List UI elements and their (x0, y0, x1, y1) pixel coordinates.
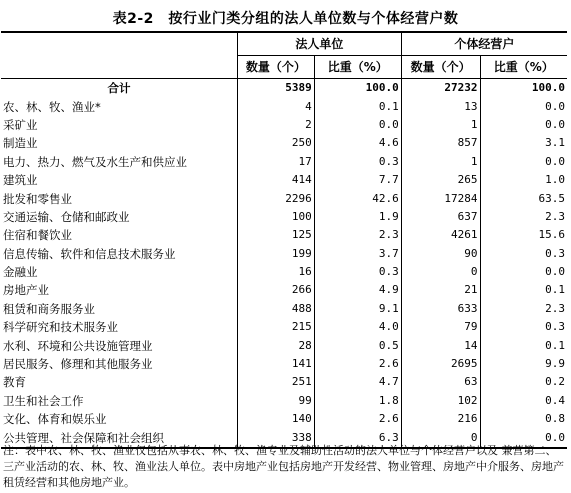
legal-count: 4 (237, 97, 314, 115)
ind-count: 1 (401, 153, 480, 171)
legal-count: 16 (237, 263, 314, 281)
legal-share: 1.9 (314, 208, 401, 226)
ind-count: 4261 (401, 226, 480, 244)
legal-share: 2.6 (314, 410, 401, 428)
legal-share: 4.0 (314, 318, 401, 336)
ind-count: 216 (401, 410, 480, 428)
table-row (1, 208, 567, 226)
legal-count: 199 (237, 245, 314, 263)
ind-share: 63.5 (480, 189, 567, 207)
table-row (1, 153, 567, 171)
ind-count: 14 (401, 336, 480, 354)
ind-count: 17284 (401, 189, 480, 207)
row-label: 信息传输、软件和信息技术服务业 (3, 246, 176, 261)
ind-share: 1.0 (480, 171, 567, 189)
legal-count: 141 (237, 355, 314, 373)
ind-count: 102 (401, 392, 480, 410)
legal-share: 4.9 (314, 281, 401, 299)
row-label: 采矿业 (3, 117, 38, 132)
row-label: 公共管理、社会保障和社会组织 (1, 428, 237, 447)
ind-count: 63 (401, 373, 480, 391)
ind-share: 0.0 (480, 153, 567, 171)
header-ind-count: 数量（个） (401, 56, 480, 79)
ind-share: 2.3 (480, 300, 567, 318)
table-row (1, 134, 567, 152)
header-group-row (1, 32, 567, 56)
legal-count: 2296 (237, 189, 314, 207)
legal-share: 6.3 (314, 428, 401, 447)
table-title: 表2-2 按行业门类分组的法人单位数与个体经营户数 (112, 11, 459, 27)
legal-count: 488 (237, 300, 314, 318)
ind-share: 0.4 (480, 392, 567, 410)
ind-share: 0.0 (480, 116, 567, 134)
table-row (1, 300, 567, 318)
header-legal-count: 数量（个） (237, 56, 314, 79)
table-row (1, 355, 567, 373)
row-label: 批发和零售业 (3, 191, 72, 206)
table-row (1, 189, 567, 207)
table-note: 注：表中农、林、牧、渔业仅包括从事农、林、牧、渔专业及辅助性活动的法人单位与个体经营户以及 兼营第二、三产业活动的农、林、牧、渔业法人单位。表中房地产业包括房地产开发经营、物业管理、房地产中介服务、房地产租赁经营和其他房地产业。 (3, 444, 564, 489)
row-label: 交通运输、仓储和邮政业 (3, 209, 130, 224)
ind-count: 13 (401, 97, 480, 115)
row-label: 合计 (107, 81, 131, 96)
ind-share: 0.1 (480, 281, 567, 299)
legal-count: 100 (237, 208, 314, 226)
header-legal-share: 比重（%） (314, 56, 401, 79)
legal-share: 42.6 (314, 189, 401, 207)
ind-count: 21 (401, 281, 480, 299)
legal-share: 0.3 (314, 263, 401, 281)
legal-count: 125 (237, 226, 314, 244)
legal-share: 3.7 (314, 245, 401, 263)
table-body (1, 79, 567, 448)
ind-count: 1 (401, 116, 480, 134)
row-label: 教育 (3, 375, 26, 390)
legal-share: 0.1 (314, 97, 401, 115)
ind-count: 79 (401, 318, 480, 336)
row-label: 卫生和社会工作 (3, 393, 84, 408)
row-label: 制造业 (3, 136, 38, 151)
legal-share: 0.3 (314, 153, 401, 171)
ind-share: 2.3 (480, 208, 567, 226)
table-row (1, 263, 567, 281)
legal-count: 5389 (237, 79, 314, 98)
table-row (1, 171, 567, 189)
ind-share: 15.6 (480, 226, 567, 244)
ind-share: 0.0 (480, 263, 567, 281)
ind-count: 27232 (401, 79, 480, 98)
row-label: 文化、体育和娱乐业 (3, 412, 107, 427)
ind-share: 0.1 (480, 336, 567, 354)
legal-count: 215 (237, 318, 314, 336)
table-row (1, 245, 567, 263)
industry-table (1, 31, 567, 449)
ind-share: 100.0 (480, 79, 567, 98)
row-label: 科学研究和技术服务业 (3, 320, 118, 335)
row-label: 建筑业 (3, 173, 38, 188)
ind-count: 0 (401, 428, 480, 447)
legal-share: 100.0 (314, 79, 401, 98)
ind-share: 0.2 (480, 373, 567, 391)
table-row (1, 410, 567, 428)
ind-count: 0 (401, 263, 480, 281)
legal-count: 99 (237, 392, 314, 410)
legal-share: 0.0 (314, 116, 401, 134)
row-label: 金融业 (3, 265, 38, 280)
ind-count: 265 (401, 171, 480, 189)
row-label: 电力、热力、燃气及水生产和供应业 (3, 154, 187, 169)
legal-share: 2.6 (314, 355, 401, 373)
ind-share: 0.3 (480, 318, 567, 336)
row-label: 农、林、牧、渔业* (3, 99, 101, 114)
ind-count: 637 (401, 208, 480, 226)
table-row (1, 392, 567, 410)
legal-share: 7.7 (314, 171, 401, 189)
ind-share: 0.3 (480, 245, 567, 263)
row-label: 房地产业 (3, 283, 49, 298)
ind-share: 0.0 (480, 428, 567, 447)
table-row (1, 116, 567, 134)
legal-share: 0.5 (314, 336, 401, 354)
table-row (1, 97, 567, 115)
legal-share: 2.3 (314, 226, 401, 244)
legal-share: 1.8 (314, 392, 401, 410)
ind-count: 633 (401, 300, 480, 318)
legal-count: 140 (237, 410, 314, 428)
row-label: 租赁和商务服务业 (3, 301, 95, 316)
header-individual-households: 个体经营户 (401, 32, 567, 56)
legal-count: 338 (237, 428, 314, 447)
legal-share: 4.6 (314, 134, 401, 152)
row-label: 水利、环境和公共设施管理业 (3, 338, 153, 353)
header-ind-share: 比重（%） (480, 56, 567, 79)
table-row (1, 281, 567, 299)
row-label: 住宿和餐饮业 (3, 228, 72, 243)
table-row (1, 373, 567, 391)
table-row (1, 336, 567, 354)
table-row (1, 318, 567, 336)
ind-share: 0.0 (480, 97, 567, 115)
header-legal-units: 法人单位 (237, 32, 401, 56)
row-label: 居民服务、修理和其他服务业 (3, 357, 153, 372)
ind-count: 857 (401, 134, 480, 152)
ind-share: 0.8 (480, 410, 567, 428)
table-row (1, 226, 567, 244)
legal-count: 250 (237, 134, 314, 152)
legal-count: 414 (237, 171, 314, 189)
legal-count: 17 (237, 153, 314, 171)
legal-count: 266 (237, 281, 314, 299)
header-blank (1, 32, 237, 79)
ind-count: 2695 (401, 355, 480, 373)
ind-share: 9.9 (480, 355, 567, 373)
ind-count: 90 (401, 245, 480, 263)
ind-share: 3.1 (480, 134, 567, 152)
legal-count: 28 (237, 336, 314, 354)
legal-share: 9.1 (314, 300, 401, 318)
legal-count: 2 (237, 116, 314, 134)
legal-share: 4.7 (314, 373, 401, 391)
total-row (1, 79, 567, 98)
legal-count: 251 (237, 373, 314, 391)
